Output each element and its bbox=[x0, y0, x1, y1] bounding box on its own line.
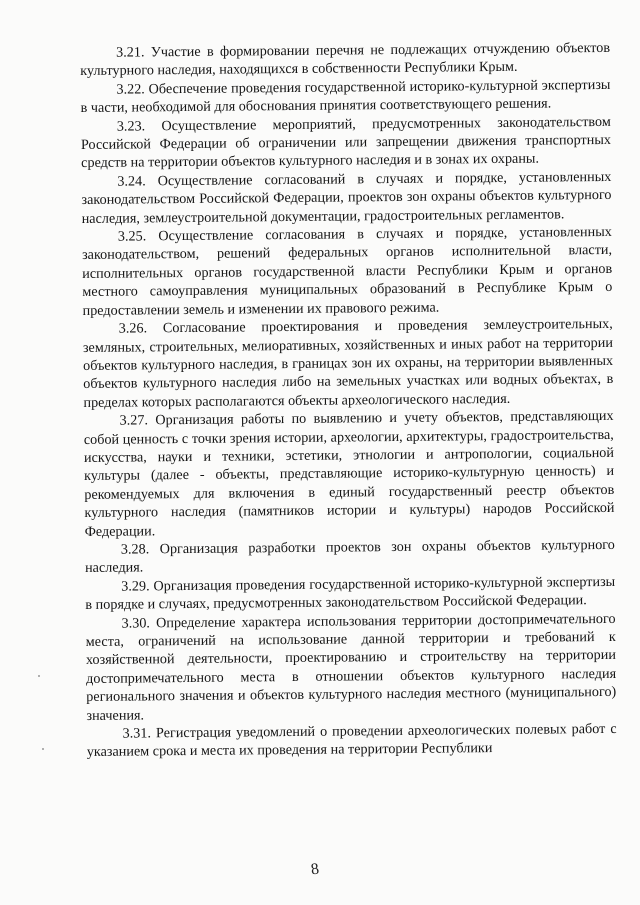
paragraph-3-28: 3.28. Организация разработки проектов зон охраны объектов культурного наследия. bbox=[84, 536, 615, 577]
paragraph-3-25: 3.25. Осуществление согласования в случаях и порядке, установленных законодательством, решений федеральных органов исполнительной власти, исполнительных органов государственной власти Республики Крым и органов местного самоуправления муниципальных образований в Республике Крым о предоставлении земель и изменении их правового режима. bbox=[81, 223, 613, 319]
paragraph-3-27: 3.27. Организация работы по выявлению и учету объектов, представляющих собой ценность с точки зрения истории, археологии, архитектуры, градостроительства, искусства, науки и техники, эстетики, этнологии и антропологии, социальной культуры (далее - объекты, представляющие историко-культурную ценность) и рекомендуемых для включения в единый государственный реестр объектов культурного наследия (памятников истории и культуры) народов Российской Федерации. bbox=[83, 408, 615, 540]
paragraph-3-30: 3.30. Определение характера использования территории достопримечательного места, ограничений на использование данной территории и требований к хозяйственной деятельности, проектированию и строительству на территории достопримечательного места в отношении объектов культурного наследия регионального значения и объектов культурного наследия местного (муниципального) значения. bbox=[85, 610, 617, 724]
scan-speck bbox=[38, 675, 40, 677]
paragraph-3-22: 3.22. Обеспечение проведения государственной историко-культурной экспертизы в части, необходимой для обоснования принятия соответствующего решения. bbox=[80, 76, 611, 117]
document-body bbox=[80, 39, 617, 762]
scan-speck bbox=[42, 748, 44, 750]
paragraph-3-24: 3.24. Осуществление согласований в случаях и порядке, установленных законодательством Российской Федерации, проектов зон охраны объектов культурного наследия, землеустроительной документации, градостроительных регламентов. bbox=[81, 168, 612, 227]
paragraph-3-29: 3.29. Организация проведения государственной историко-культурной экспертизы в порядке и случаях, предусмотренных законодательством Российской Федерации. bbox=[85, 573, 616, 614]
page-number: 8 bbox=[309, 860, 321, 879]
paragraph-3-23: 3.23. Осуществление мероприятий, предусмотренных законодательством Российской Федерации об ограничении или запрещении движения транспортных средств на территории объектов культурного наследия и в зонах их охраны. bbox=[80, 113, 612, 172]
paragraph-3-26: 3.26. Согласование проектирования и проведения землеустроительных, земляных, строительных, мелиоративных, хозяйственных и иных работ на территории объектов культурного наследия, в границах зон их охраны, на территории выявленных объектов культурного наследия либо на земельных участках или водных объектах, в пределах которых располагаются объекты археологического наследия. bbox=[82, 315, 614, 411]
paragraph-3-21: 3.21. Участие в формировании перечня не подлежащих отчуждению объектов культурного наследия, находящихся в собственности Республики Крым. bbox=[80, 39, 611, 80]
paragraph-3-31: 3.31. Регистрация уведомлений о проведении археологических полевых работ с указанием срока и места их проведения на территории Республики bbox=[86, 720, 617, 761]
